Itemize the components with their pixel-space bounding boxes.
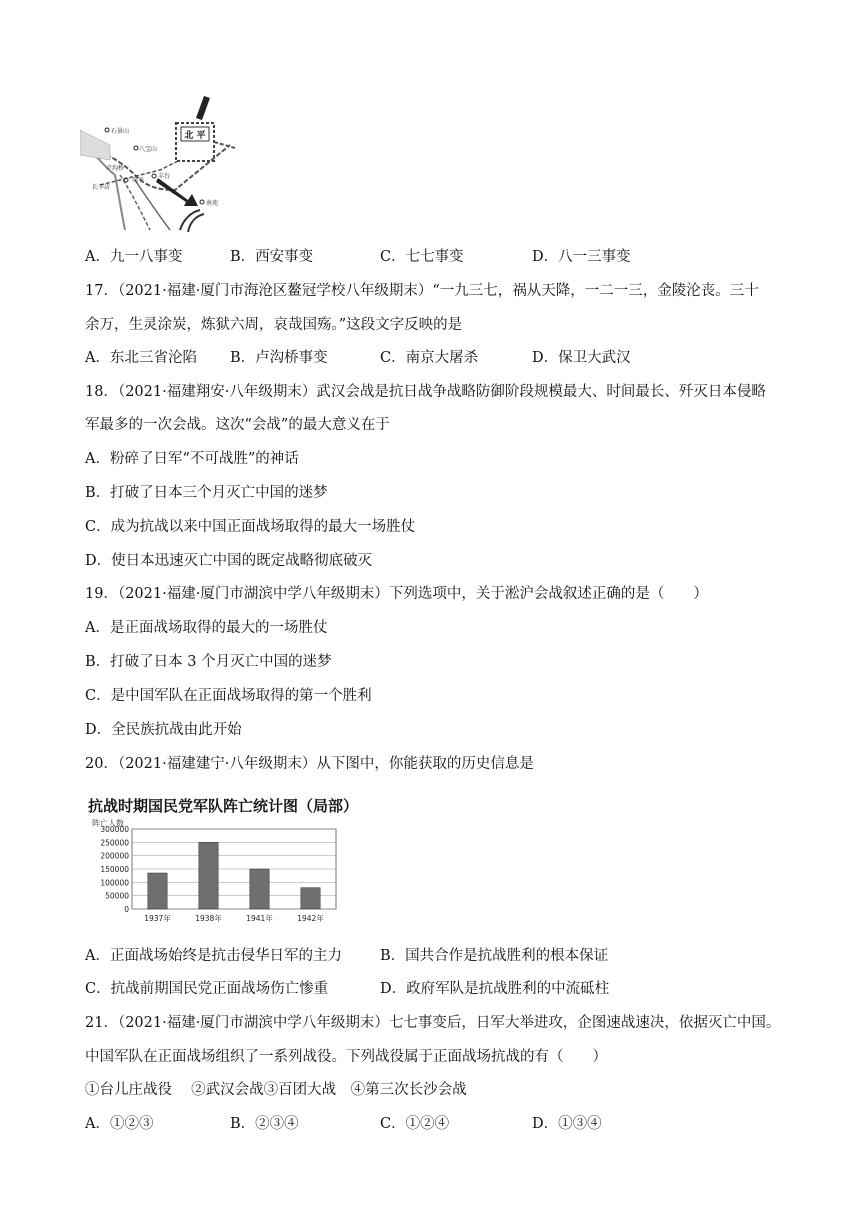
chart-xtick-label: 1942年: [297, 914, 324, 923]
q21-option-d: D．①③④: [532, 1116, 602, 1132]
map-label-fengtai: 丰台: [158, 173, 171, 180]
map-figure: [80, 90, 240, 235]
map-label-beiping: 北 平: [184, 131, 206, 141]
arrow-top-icon: [196, 96, 210, 120]
q16-option-d: D．八一三事变: [532, 249, 631, 265]
q17-option-b: B．卢沟桥事变: [230, 350, 328, 366]
q21-option-a: A．①②③: [85, 1116, 154, 1132]
q21-stem-line2: 中国军队在正面战场组织了一系列战役。下列战役属于正面战场抗战的有（ ）: [85, 1049, 607, 1065]
q18-stem-line1: 18．（2021·福建翔安·八年级期末）武汉会战是抗日战争战略防御阶段规模最大、时间最长、歼灭日本侵略: [85, 384, 766, 400]
q17-option-d: D．保卫大武汉: [532, 350, 631, 366]
map-label-changxindian: 长辛店: [92, 184, 111, 191]
q16-option-a: A．九一八事变: [85, 249, 183, 265]
chart-ylabel: 阵亡人数: [92, 819, 124, 828]
q17-stem-line2: 余万，生灵涂炭，炼狱六周，哀哉国殇。”这段文字反映的是: [85, 317, 463, 333]
beiping-map: [80, 90, 240, 235]
q21-stem-line1: 21．（2021·福建·厦门市湖滨中学八年级期末）七七事变后，日军大举进攻，企图速战速决，依据灭亡中国。: [85, 1015, 781, 1031]
chart-bar: [148, 873, 167, 909]
map-label-lugouqiao: 卢沟桥: [106, 165, 125, 172]
q19-option-c: C．是中国军队在正面战场取得的第一个胜利: [85, 688, 372, 704]
q19-option-a: A．是正面战场取得的最大的一场胜仗: [85, 620, 328, 636]
q18-option-a: A．粉碎了日军“不可战胜”的神话: [85, 451, 299, 467]
chart-xtick-label: 1937年: [144, 914, 171, 923]
chart-ytick-label: 300000: [100, 825, 129, 834]
q18-stem-line2: 军最多的一次会战。这次“会战”的最大意义在于: [85, 417, 390, 433]
chart-svg: [88, 817, 368, 927]
q20-option-a: A．正面战场始终是抗击侵华日军的主力: [85, 948, 342, 964]
q20-stem: 20．（2021·福建建宁·八年级期末）从下图中，你能获取的历史信息是: [85, 756, 534, 772]
q20-option-b: B．国共合作是抗战胜利的根本保证: [380, 948, 609, 964]
chart-ytick-label: 50000: [105, 891, 129, 901]
chart-bar: [199, 842, 218, 909]
q18-option-b: B．打破了日本三个月灭亡中国的迷梦: [85, 485, 328, 501]
q16-option-c: C．七七事变: [380, 249, 464, 265]
q19-stem: 19．（2021·福建·厦门市湖滨中学八年级期末）下列选项中，关于淞沪会战叙述正确的是（ ）: [85, 586, 708, 602]
q21-items: ①台儿庄战役 ②武汉会战③百团大战 ④第三次长沙会战: [85, 1082, 467, 1098]
chart-bar: [301, 888, 320, 909]
map-label-babaoshan: 八宝山: [139, 146, 158, 153]
arrow-nanyuan-icon: [156, 178, 198, 206]
q18-option-c: C．成为抗战以来中国正面战场取得的最大一场胜仗: [85, 519, 416, 535]
q20-option-c: C．抗战前期国民党正面战场伤亡惨重: [85, 981, 329, 997]
q21-option-b: B．②③④: [230, 1116, 299, 1132]
q17-stem-line1: 17．（2021·福建·厦门市海沧区鳌冠学校八年级期末）“一九三七，祸从天降，一二一三，金陵沦丧。三十: [85, 283, 759, 299]
chart-ytick-label: 200000: [100, 851, 129, 861]
q20-option-d: D．政府军队是抗战胜利的中流砥柱: [380, 981, 610, 997]
q16-option-b: B．西安事变: [230, 249, 314, 265]
chart-title: 抗战时期国民党军队阵亡统计图（局部）: [88, 797, 359, 815]
chart-ytick-label: 0: [124, 905, 129, 914]
map-label-shijingshan: 石景山: [111, 128, 130, 135]
map-label-wanping: 宛平: [132, 177, 145, 184]
chart-ytick-label: 250000: [100, 838, 129, 848]
map-label-nanyuan: 南苑: [206, 200, 219, 207]
chart-xtick-label: 1938年: [195, 914, 222, 923]
q17-option-c: C．南京大屠杀: [380, 350, 479, 366]
casualty-chart: [88, 795, 368, 925]
q17-option-a: A．东北三省沦陷: [85, 350, 197, 366]
q19-option-d: D．全民族抗战由此开始: [85, 722, 242, 738]
q18-option-d: D．使日本迅速灭亡中国的既定战略彻底破灭: [85, 553, 373, 569]
chart-xtick-label: 1941年: [246, 914, 273, 923]
chart-bar: [250, 869, 269, 909]
chart-ytick-label: 100000: [100, 878, 129, 888]
q19-option-b: B．打破了日本 3 个月灭亡中国的迷梦: [85, 654, 332, 670]
chart-ytick-label: 150000: [100, 865, 129, 874]
q21-option-c: C．①②④: [380, 1116, 450, 1132]
